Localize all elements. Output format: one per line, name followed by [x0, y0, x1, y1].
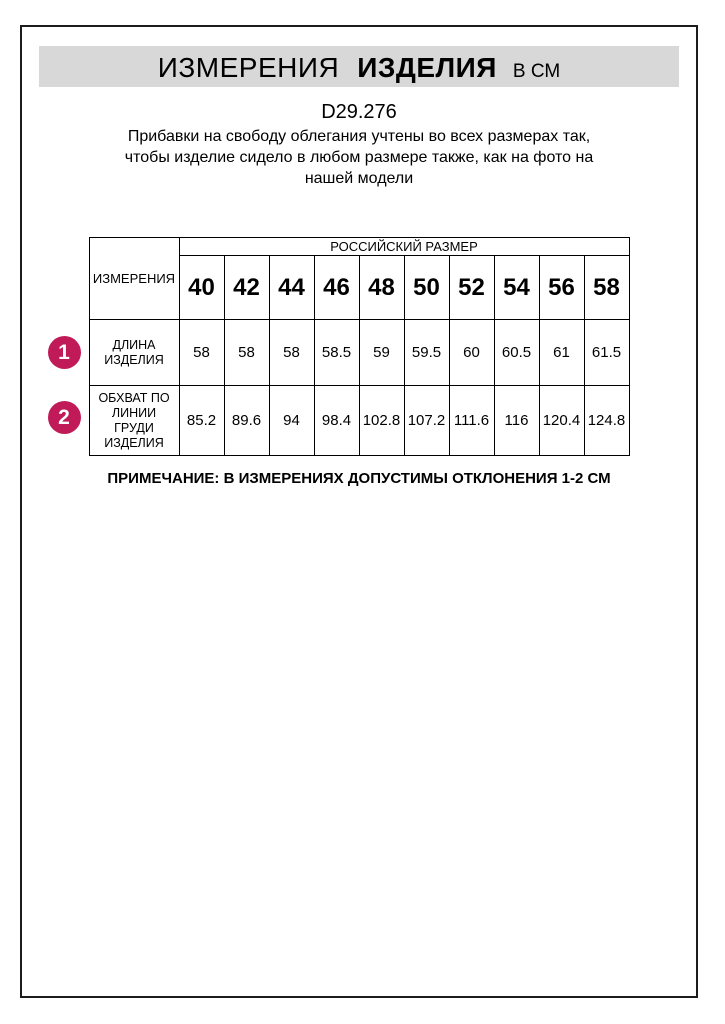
girth-value: 102.8: [359, 386, 404, 456]
size-header: 54: [494, 256, 539, 320]
girth-value: 116: [494, 386, 539, 456]
row-marker-1-number: 1: [58, 340, 70, 364]
size-header: 50: [404, 256, 449, 320]
size-header: 52: [449, 256, 494, 320]
russian-size-header: РОССИЙСКИЙ РАЗМЕР: [179, 238, 629, 256]
length-value: 59: [359, 320, 404, 386]
girth-value: 85.2: [179, 386, 224, 456]
girth-value: 124.8: [584, 386, 629, 456]
girth-value: 98.4: [314, 386, 359, 456]
table-row-chest-girth: [89, 386, 629, 456]
length-value: 58: [224, 320, 269, 386]
row-marker-2-number: 2: [58, 405, 70, 429]
size-header: 42: [224, 256, 269, 320]
row-marker-1: [48, 336, 81, 369]
girth-value: 94: [269, 386, 314, 456]
length-value: 61: [539, 320, 584, 386]
row-marker-2: [48, 401, 81, 434]
measurements-column-header: ИЗМЕРЕНИЯ: [89, 238, 179, 320]
tolerance-note: ПРИМЕЧАНИЕ: В ИЗМЕРЕНИЯХ ДОПУСТИМЫ ОТКЛОНЕНИЯ 1-2 СМ: [107, 470, 611, 487]
title-product: ИЗДЕЛИЯ: [357, 52, 497, 83]
length-value: 60.5: [494, 320, 539, 386]
fit-description: Прибавки на свободу облегания учтены во всех размерах так, чтобы изделие сидело в любом размере также, как на фото на нашей модели: [124, 128, 594, 187]
girth-value: 111.6: [449, 386, 494, 456]
size-header: 40: [179, 256, 224, 320]
length-value: 58.5: [314, 320, 359, 386]
length-value: 61.5: [584, 320, 629, 386]
measurements-table: [89, 237, 630, 456]
size-header: 48: [359, 256, 404, 320]
row-label-product-length: ДЛИНА ИЗДЕЛИЯ: [89, 320, 179, 386]
size-group-header-row: [89, 238, 629, 256]
length-value: 60: [449, 320, 494, 386]
product-code: D29.276: [321, 101, 397, 123]
girth-value: 89.6: [224, 386, 269, 456]
measurements-table-area: [58, 237, 630, 456]
title-unit: В СМ: [512, 61, 561, 82]
length-value: 58: [269, 320, 314, 386]
size-header: 46: [314, 256, 359, 320]
page-border-frame: [20, 25, 698, 998]
table-row-product-length: [89, 320, 629, 386]
size-header: 44: [269, 256, 314, 320]
size-header: 58: [584, 256, 629, 320]
girth-value: 107.2: [404, 386, 449, 456]
length-value: 59.5: [404, 320, 449, 386]
row-label-chest-girth: ОБХВАТ ПО ЛИНИИ ГРУДИ ИЗДЕЛИЯ: [89, 386, 179, 456]
title-banner: [39, 46, 679, 87]
title-measurements: ИЗМЕРЕНИЯ: [157, 52, 340, 83]
size-header: 56: [539, 256, 584, 320]
length-value: 58: [179, 320, 224, 386]
girth-value: 120.4: [539, 386, 584, 456]
